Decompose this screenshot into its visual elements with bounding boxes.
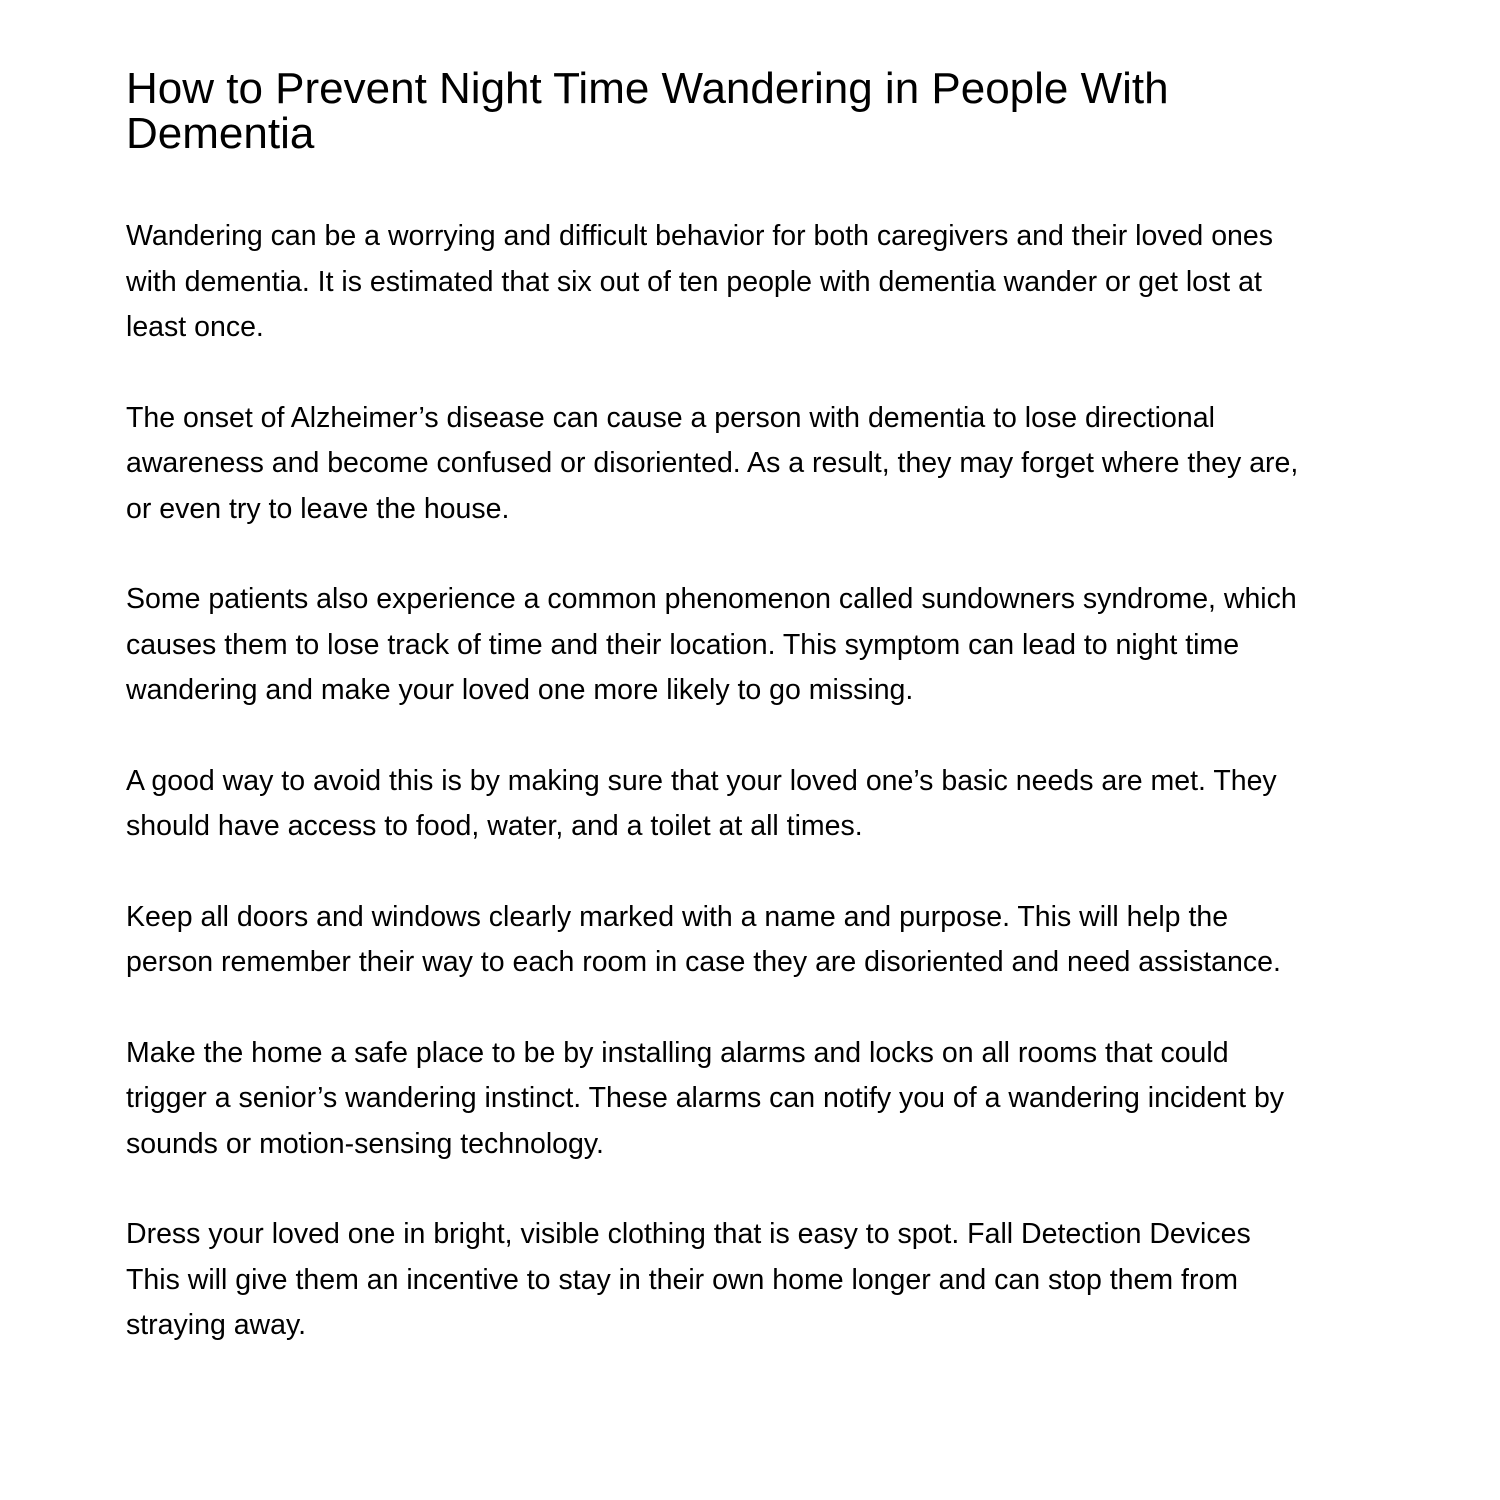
paragraph-line: Keep all doors and windows clearly marked with a name and purpose. This will help the bbox=[126, 900, 1229, 933]
paragraph-wandering-intro bbox=[126, 214, 1376, 351]
title-line: Dementia bbox=[126, 109, 315, 158]
paragraph-doors-windows bbox=[126, 895, 1376, 986]
paragraph-line: Make the home a safe place to be by installing alarms and locks on all rooms that could bbox=[126, 1036, 1229, 1069]
paragraph-line: person remember their way to each room in case they are disoriented and need assistance. bbox=[126, 946, 1281, 978]
paragraph-line: sounds or motion-sensing technology. bbox=[126, 1127, 604, 1160]
paragraph-line: or even try to leave the house. bbox=[126, 492, 510, 525]
paragraph-sundowners bbox=[126, 577, 1376, 714]
paragraph-bright-clothing bbox=[126, 1212, 1376, 1349]
paragraph-line: This will give them an incentive to stay in their own home longer and can stop them from bbox=[126, 1263, 1239, 1296]
paragraph-line: causes them to lose track of time and their location. This symptom can lead to night time bbox=[126, 628, 1240, 661]
paragraph-line: straying away. bbox=[126, 1309, 307, 1341]
paragraph-line: should have access to food, water, and a toilet at all times. bbox=[126, 810, 863, 842]
paragraph-line: trigger a senior’s wandering instinct. These alarms can notify you of a wandering incident by bbox=[126, 1082, 1285, 1114]
paragraph-line: A good way to avoid this is by making sure that your loved one’s basic needs are met. They bbox=[126, 764, 1277, 797]
paragraph-basic-needs bbox=[126, 759, 1376, 850]
paragraph-line: Dress your loved one in bright, visible clothing that is easy to spot. Fall Detection Devices bbox=[126, 1218, 1251, 1250]
paragraph-line: The onset of Alzheimer’s disease can cause a person with dementia to lose directional bbox=[126, 401, 1215, 434]
paragraph-line: least once. bbox=[126, 311, 264, 343]
paragraph-line: wandering and make your loved one more likely to go missing. bbox=[126, 674, 914, 706]
paragraph-line: awareness and become confused or disoriented. As a result, they may forget where they are, bbox=[126, 447, 1299, 479]
paragraph-line: with dementia. It is estimated that six out of ten people with dementia wander or get lost at bbox=[126, 265, 1262, 298]
paragraph-alarms-locks bbox=[126, 1031, 1376, 1168]
document-page bbox=[126, 66, 1376, 1394]
page-title bbox=[126, 66, 1376, 156]
paragraph-line: Some patients also experience a common phenomenon called sundowners syndrome, which bbox=[126, 583, 1297, 615]
paragraph-alzheimers-onset bbox=[126, 396, 1376, 533]
title-line: How to Prevent Night Time Wandering in People With bbox=[126, 64, 1169, 113]
paragraph-line: Wandering can be a worrying and difficult behavior for both caregivers and their loved ones bbox=[126, 220, 1273, 252]
